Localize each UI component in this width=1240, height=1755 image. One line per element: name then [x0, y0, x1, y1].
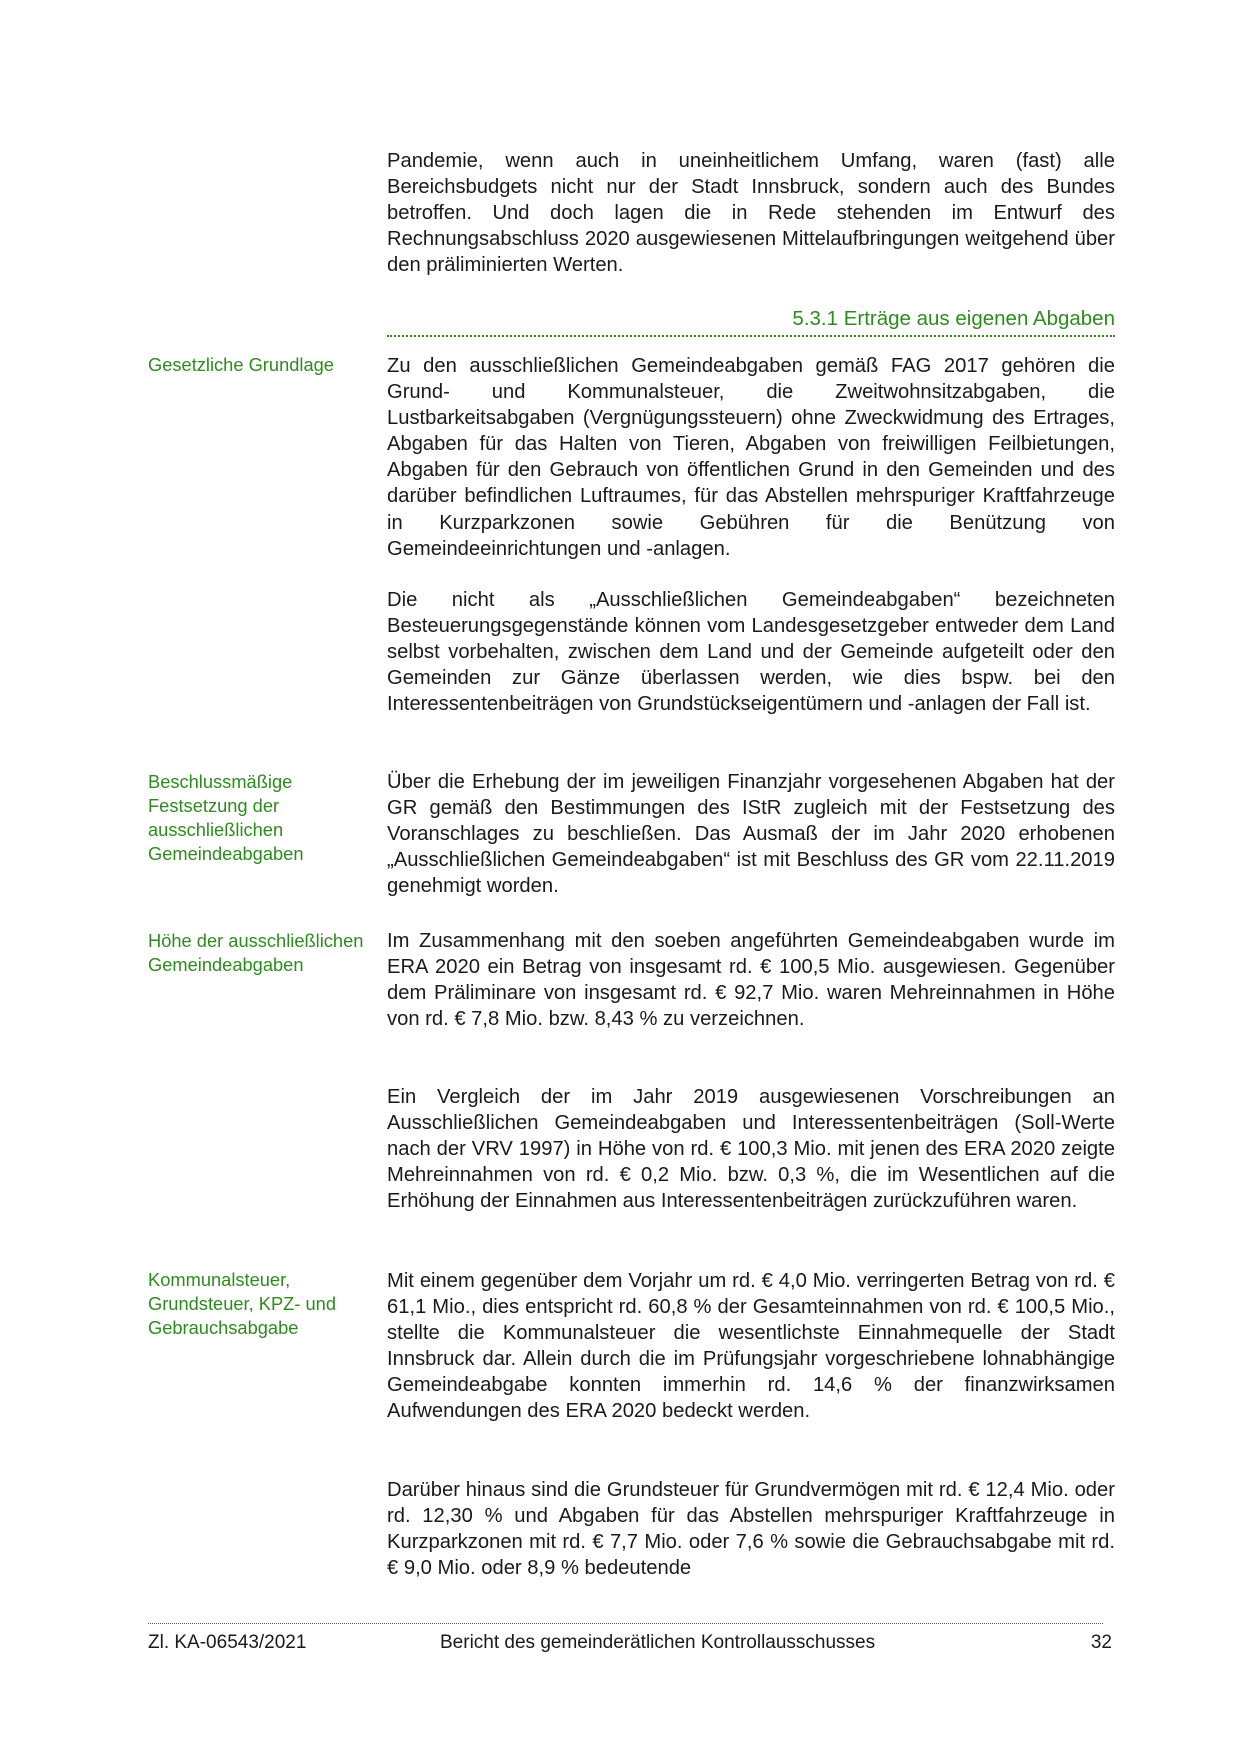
footer-title: Bericht des gemeinderätlichen Kontrollausschusses: [440, 1632, 876, 1653]
side-note-kommunalsteuer: Kommunalsteuer, Grundsteuer, KPZ- und Gebrauchsabgabe: [148, 1269, 336, 1338]
side-note-beschlussmaessige: Beschlussmäßige Festsetzung der ausschließlichen Gemeindeabgaben: [148, 771, 304, 864]
section-heading: 5.3.1 Erträge aus eigenen Abgaben: [792, 307, 1115, 330]
footer-divider: [148, 1623, 1103, 1624]
side-note-hoehe: Höhe der ausschließlichen Gemeindeabgaben: [148, 930, 364, 975]
paragraph-gesetzliche-grundlage: Zu den ausschließlichen Gemeindeabgaben gemäß FAG 2017 gehören die Grund- und Kommunalsteuer, die Zweitwohnsitzabgaben, die Lustbarkeitsabgaben (Vergnügungssteuern) ohne Zweckwidmung des Ertrages, Abgaben für das Halten von Tieren, Abgaben von freiwilligen Feilbietungen, Abgaben für den Gebrauch von öffentlichen Grund in den Gemeinden und des darüber befindlichen Luftraumes, für das Abstellen mehrspuriger Kraftfahrzeuge in Kurzparkzonen sowie Gebühren für die Benützung von Gemeindeeinrichtungen und -anlagen.: [387, 355, 1115, 560]
paragraph-nicht-ausschliessliche: Die nicht als „Ausschließlichen Gemeindeabgaben“ bezeichneten Besteuerungsgegenstände können vom Landesgesetzgeber entweder dem Land selbst vorbehalten, zwischen dem Land und der Gemeinde aufgeteilt oder den Gemeinden zur Gänze überlassen werden, wie dies bspw. bei den Interessentenbeiträgen von Grundstückseigentümern und -anlagen der Fall ist.: [387, 589, 1115, 716]
paragraph-darueber-hinaus: Darüber hinaus sind die Grundsteuer für Grundvermögen mit rd. € 12,4 Mio. oder rd. 12,30 % und Abgaben für das Abstellen mehrspuriger Kraftfahrzeuge in Kurzparkzonen mit rd. € 7,7 Mio. oder 7,6 % sowie die Gebrauchsabgabe mit rd. € 9,0 Mio. oder 8,9 % bedeutende: [387, 1479, 1115, 1580]
paragraph-beschlussmaessige: Über die Erhebung der im jeweiligen Finanzjahr vorgesehenen Abgaben hat der GR gemäß den Bestimmungen des IStR zugleich mit der Festsetzung des Voranschlages zu beschließen. Das Ausmaß der im Jahr 2020 erhobenen „Ausschließlichen Gemeindeabgaben“ ist mit Beschluss des GR vom 22.11.2019 genehmigt worden.: [387, 771, 1115, 898]
paragraph-vergleich: Ein Vergleich der im Jahr 2019 ausgewiesenen Vorschreibungen an Ausschließlichen Gemeindeabgaben und Interessentenbeiträgen (Soll-Werte nach der VRV 1997) in Höhe von rd. € 100,3 Mio. mit jenen des ERA 2020 zeigte Mehreinnahmen von rd. € 0,2 Mio. bzw. 0,3 %, die im Wesentlichen auf die Erhöhung der Einnahmen aus Interessentenbeiträgen zurückzuführen waren.: [387, 1086, 1115, 1213]
page-number: 32: [1090, 1632, 1112, 1653]
heading-divider: [387, 335, 1115, 337]
paragraph-intro: Pandemie, wenn auch in uneinheitlichem Umfang, waren (fast) alle Bereichsbudgets nicht nur der Stadt Innsbruck, sondern auch des Bundes betroffen. Und doch lagen die in Rede stehenden im Entwurf des Rechnungsabschluss 2020 ausgewiesenen Mittelaufbringungen weitgehend über den präliminierten Werten.: [387, 150, 1115, 277]
footer-reference: Zl. KA-06543/2021: [148, 1632, 307, 1653]
paragraph-kommunalsteuer: Mit einem gegenüber dem Vorjahr um rd. € 4,0 Mio. verringerten Betrag von rd. € 61,1 Mio., dies entspricht rd. 60,8 % der Gesamteinnahmen von rd. € 100,5 Mio., stellte die Kommunalsteuer die wesentlichste Einnahmequelle der Stadt Innsbruck dar. Allein durch die im Prüfungsjahr vorgeschriebene lohnabhängige Gemeindeabgabe konnten immerhin rd. 14,6 % der finanzwirksamen Aufwendungen des ERA 2020 bedeckt werden.: [387, 1270, 1115, 1423]
side-note-gesetzliche-grundlage: Gesetzliche Grundlage: [148, 354, 334, 375]
paragraph-hoehe: Im Zusammenhang mit den soeben angeführten Gemeindeabgaben wurde im ERA 2020 ein Betrag von insgesamt rd. € 100,5 Mio. ausgewiesen. Gegenüber dem Präliminare von insgesamt rd. € 92,7 Mio. waren Mehreinnahmen in Höhe von rd. € 7,8 Mio. bzw. 8,43 % zu verzeichnen.: [387, 930, 1115, 1031]
